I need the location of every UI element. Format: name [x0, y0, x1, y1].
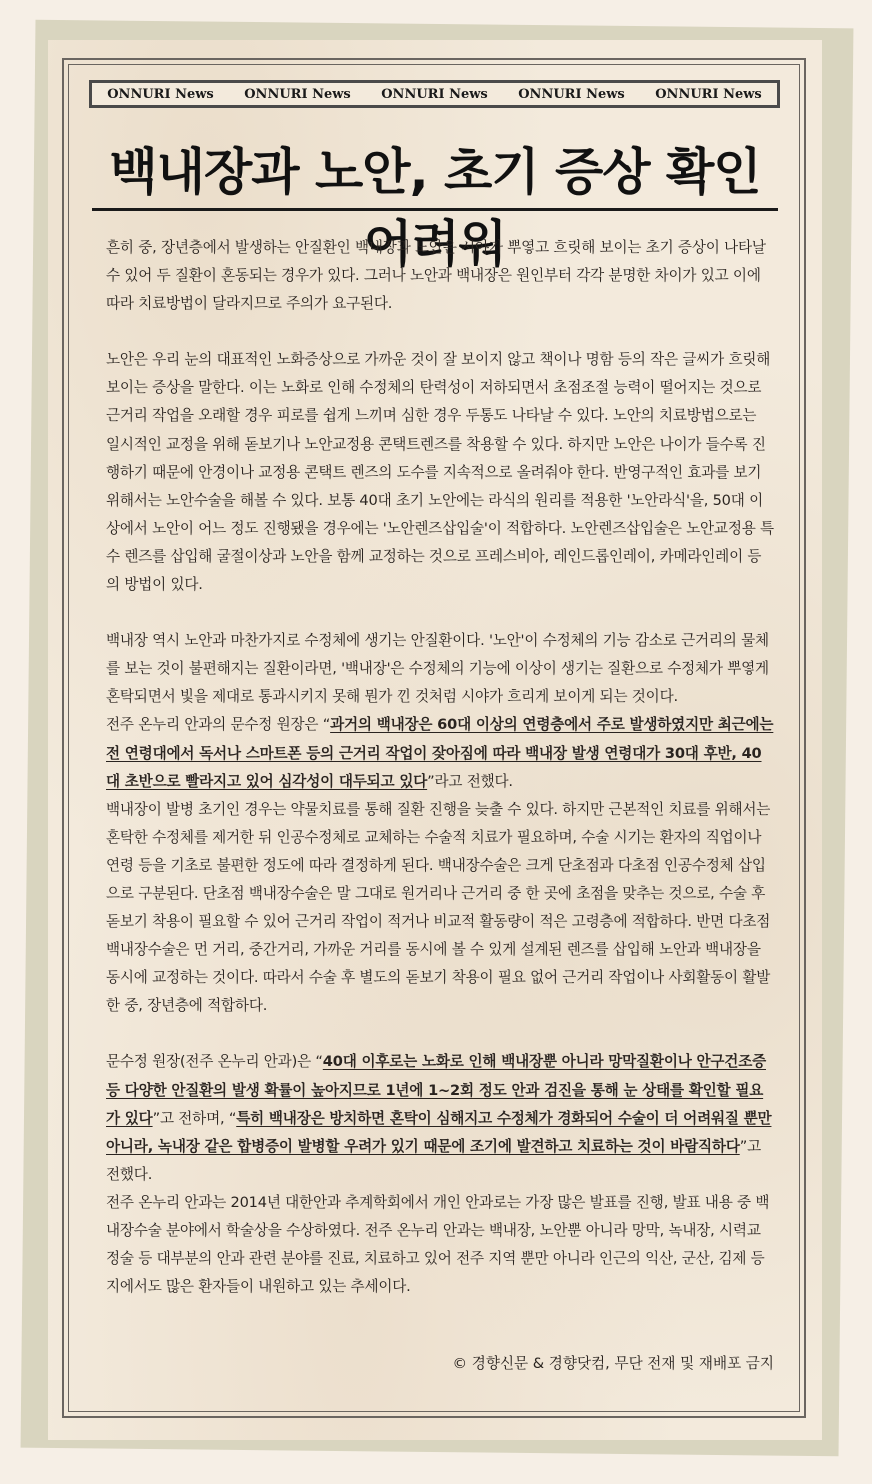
paragraph-treatment: 백내장이 발병 초기인 경우는 약물치료를 통해 질환 진행을 늦출 수 있다. 하지만 근본적인 치료를 위해서는 혼탁한 수정체를 제거한 뒤 인공수정체로 교체하는 수술적 치료가 필요하며, 수술 시기는 환자의 직업이나 연령 등을 기초로 불편한 정도에 따라 결정하게 된다. 백내장수술은 크게 단초점과 다초점 인공수정체 삽입으로 구분된다. 단초점 백내장수술은 말 그대로 원거리나 근거리 중 한 곳에 초점을 맞추는 것으로, 수술 후 돋보기 착용이 필요할 수 있어 근거리 작업이 적거나 비교적 활동량이 적은 고령층에 적합하다. 반면 다초점 백내장수술은 먼 거리, 중간거리, 가까운 거리를 동시에 볼 수 있게 설계된 렌즈를 삽입해 노안과 백내장을 동시에 교정하는 것이다. 따라서 수술 후 별도의 돋보기 착용이 필요 없어 근거리 작업이나 사회활동이 활발한 중, 장년층에 적합하다. [106, 800, 771, 1015]
text-segment: ”라고 전했다. [427, 772, 513, 790]
paragraph-presbyopia: 노안은 우리 눈의 대표적인 노화증상으로 가까운 것이 잘 보이지 않고 책이나 명함 등의 작은 글씨가 흐릿해 보이는 증상을 말한다. 이는 노화로 인해 수정체의 탄력성이 저하되면서 초점조절 능력이 떨어지는 것으로 근거리 작업을 오래할 경우 피로를 쉽게 느끼며 심한 경우 두통도 나타날 수 있다. 노안의 치료방법으로는 일시적인 교정을 위해 돋보기나 노안교정용 콘택트렌즈를 착용할 수 있다. 하지만 노안은 나이가 들수록 진행하기 때문에 안경이나 교정용 콘택트 렌즈의 도수를 지속적으로 올려줘야 한다. 반영구적인 효과를 보기 위해서는 노안수술을 해볼 수 있다. 보통 40대 초기 노안에는 라식의 원리를 적용한 '노안라식'을, 50대 이상에서 노안이 어느 정도 진행됐을 경우에는 '노안렌즈삽입술'이 적합하다. 노안렌즈삽입술은 노안교정용 특수 렌즈를 삽입해 굴절이상과 노안을 함께 교정하는 것으로 프레스비아, 레인드롭인레이, 카메라인레이 등의 방법이 있다. [106, 351, 774, 594]
text-segment: 전주 온누리 안과의 문수정 원장은 “ [106, 716, 331, 734]
text-segment: 문수정 원장(전주 온누리 안과)은 “ [106, 1053, 323, 1071]
headline-rule [92, 208, 778, 211]
paragraph-quote-2 [106, 1048, 774, 1188]
quote-highlight: 과거의 백내장은 60대 이상의 연령층에서 주로 발생하였지만 최근에는 전 연령대에서 독서나 스마트폰 등의 근거리 작업이 잦아짐에 따라 백내장 발생 연령대가 30대 후반, 40대 초반으로 빨라지고 있어 심각성이 대두되고 있다 [106, 716, 774, 790]
headline: 백내장과 노안, 초기 증상 확인 어려워 [109, 143, 761, 273]
paragraph-intro: 흔히 중, 장년층에서 발생하는 안질환인 백내장과 노안은 시야가 뿌옇고 흐릿해 보이는 초기 증상이 나타날 수 있어 두 질환이 혼동되는 경우가 있다. 그러나 노안과 백내장은 원인부터 각각 분명한 차이가 있고 이에 따라 치료방법이 달라지므로 주의가 요구된다. [106, 239, 766, 313]
masthead-item: ONNURI News [244, 86, 351, 102]
masthead-item: ONNURI News [518, 86, 625, 102]
text-segment: ”고 전하며, “ [152, 1109, 237, 1127]
masthead-item: ONNURI News [107, 86, 214, 102]
paragraph-clinic: 전주 온누리 안과는 2014년 대한안과 추계학회에서 개인 안과로는 가장 많은 발표를 진행, 발표 내용 중 백내장수술 분야에서 학술상을 수상하였다. 전주 온누리 안과는 백내장, 노안뿐 아니라 망막, 녹내장, 시력교정술 등 대부분의 안과 관련 분야를 진료, 치료하고 있어 전주 지역 뿐만 아니라 인근의 익산, 군산, 김제 등지에서도 많은 환자들이 내원하고 있는 추세이다. [106, 1193, 770, 1296]
quote-highlight: 특히 백내장은 방치하면 혼탁이 심해지고 수정체가 경화되어 수술이 더 어려워질 뿐만 아니라, 녹내장 같은 합병증이 발병할 우려가 있기 때문에 조기에 발견하고 치료하는 것이 바람직하다 [106, 1109, 772, 1155]
copyright-notice: © 경향신문 & 경향닷컴, 무단 전재 및 재배포 금지 [452, 1355, 774, 1372]
text-segment: ”고 전했다. [106, 1137, 761, 1183]
paragraph-cataract: 백내장 역시 노안과 마찬가지로 수정체에 생기는 안질환이다. '노안'이 수정체의 기능 감소로 근거리의 물체를 보는 것이 불편해지는 질환이라면, '백내장'은 수정체의 기능에 이상이 생기는 질환으로 수정체가 뿌옇게 혼탁되면서 빛을 제대로 통과시키지 못해 뭔가 낀 것처럼 시야가 흐리게 보이게 되는 것이다. [106, 632, 769, 706]
paragraph-quote-1 [106, 711, 774, 795]
masthead-bar [89, 80, 780, 108]
quote-highlight: 40대 이후로는 노화로 인해 백내장뿐 아니라 망막질환이나 안구건조증 등 다양한 안질환의 발생 확률이 높아지므로 1년에 1~2회 정도 안과 검진을 통해 눈 상태를 확인할 필요가 있다 [106, 1053, 766, 1127]
masthead-item: ONNURI News [655, 86, 762, 102]
masthead-item: ONNURI News [381, 86, 488, 102]
article-body [106, 234, 774, 1301]
